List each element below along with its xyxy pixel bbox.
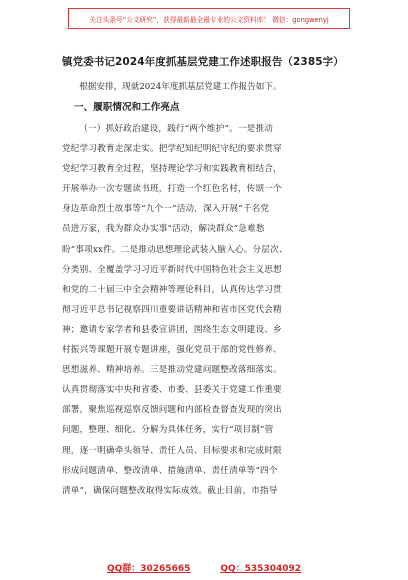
body-line: 和党的二十届三中全会精神等理论科目，认真传达学习贯 — [62, 284, 282, 295]
body-line: 思想滋养、精神培养。三是推动党建问题整改落细落实。 — [62, 365, 282, 376]
body-line: 理，逐一明确牵头领导、责任人员、目标要求和完成时限 — [62, 445, 282, 456]
body-line: 村振兴等课题开展专题讲座，强化党员干部的党性修养、 — [62, 345, 282, 356]
body-line: 身边革命烈士故事等“九个一”活动，深入开展“千名党 — [62, 204, 270, 215]
body-line: 彻习近平总书记视察四川重要讲话精神和省市区党代会精 — [62, 304, 282, 315]
body-line: 开展举办一次专题读书班，打造一个红色名村，传颂一个 — [62, 184, 282, 195]
body-line: 党纪学习教育全过程，坚持理论学习和实践教育相结合， — [62, 164, 282, 175]
body-line: 神；邀请专家学者和县委宣讲团，围绕生态文明建设、乡 — [62, 324, 282, 335]
body-line: 问题，整理、细化、分解为具体任务，实行“项目制”管 — [62, 425, 274, 436]
body-line: 形成问题清单、整改清单、措施清单、责任清单等“四个 — [62, 465, 278, 476]
body-line: （一）抓好政治建设，践行“两个维护”。一是推动 — [79, 124, 274, 134]
body-line: 盼”事项xx件。二是推动思想理论武装入脑入心。分层次、 — [62, 244, 288, 255]
document-page — [62, 54, 360, 501]
footer — [0, 561, 408, 574]
qq-link[interactable]: QQ：535304092 — [220, 564, 302, 574]
body-line: 清单”，确保问题整改取得实际成效。截止目前，市指导 — [62, 485, 278, 496]
document-title: 镇党委书记2024年度抓基层党建工作述职报告（2385字） — [62, 56, 344, 68]
qq-group-link[interactable]: QQ群：30265665 — [106, 564, 191, 574]
body-line: 党纪学习教育走深走实。把学纪知纪明纪守纪的要求贯穿 — [62, 144, 282, 155]
section-heading: 一、履职情况和工作亮点 — [74, 102, 180, 113]
intro-paragraph: 根据安排，现就2024年度抓基层党建工作报告如下。 — [79, 82, 282, 92]
body-line: 员进万家，我为群众办实事”活动，解决群众“急难愁 — [62, 224, 265, 235]
body-line: 部署，聚焦巡视巡察反馈问题和内部检查督查发现的突出 — [62, 405, 282, 416]
body-line: 认真贯彻落实中央和省委、市委、县委关于党建工作重要 — [62, 385, 282, 396]
body-line: 分类别、全覆盖学习习近平新时代中国特色社会主义思想 — [62, 264, 282, 275]
top-banner: 关注头条号“公文研究”，获得最新最全最专业的公文资料库！ 微信：gongwenyj — [68, 8, 350, 29]
body-text — [62, 119, 360, 501]
